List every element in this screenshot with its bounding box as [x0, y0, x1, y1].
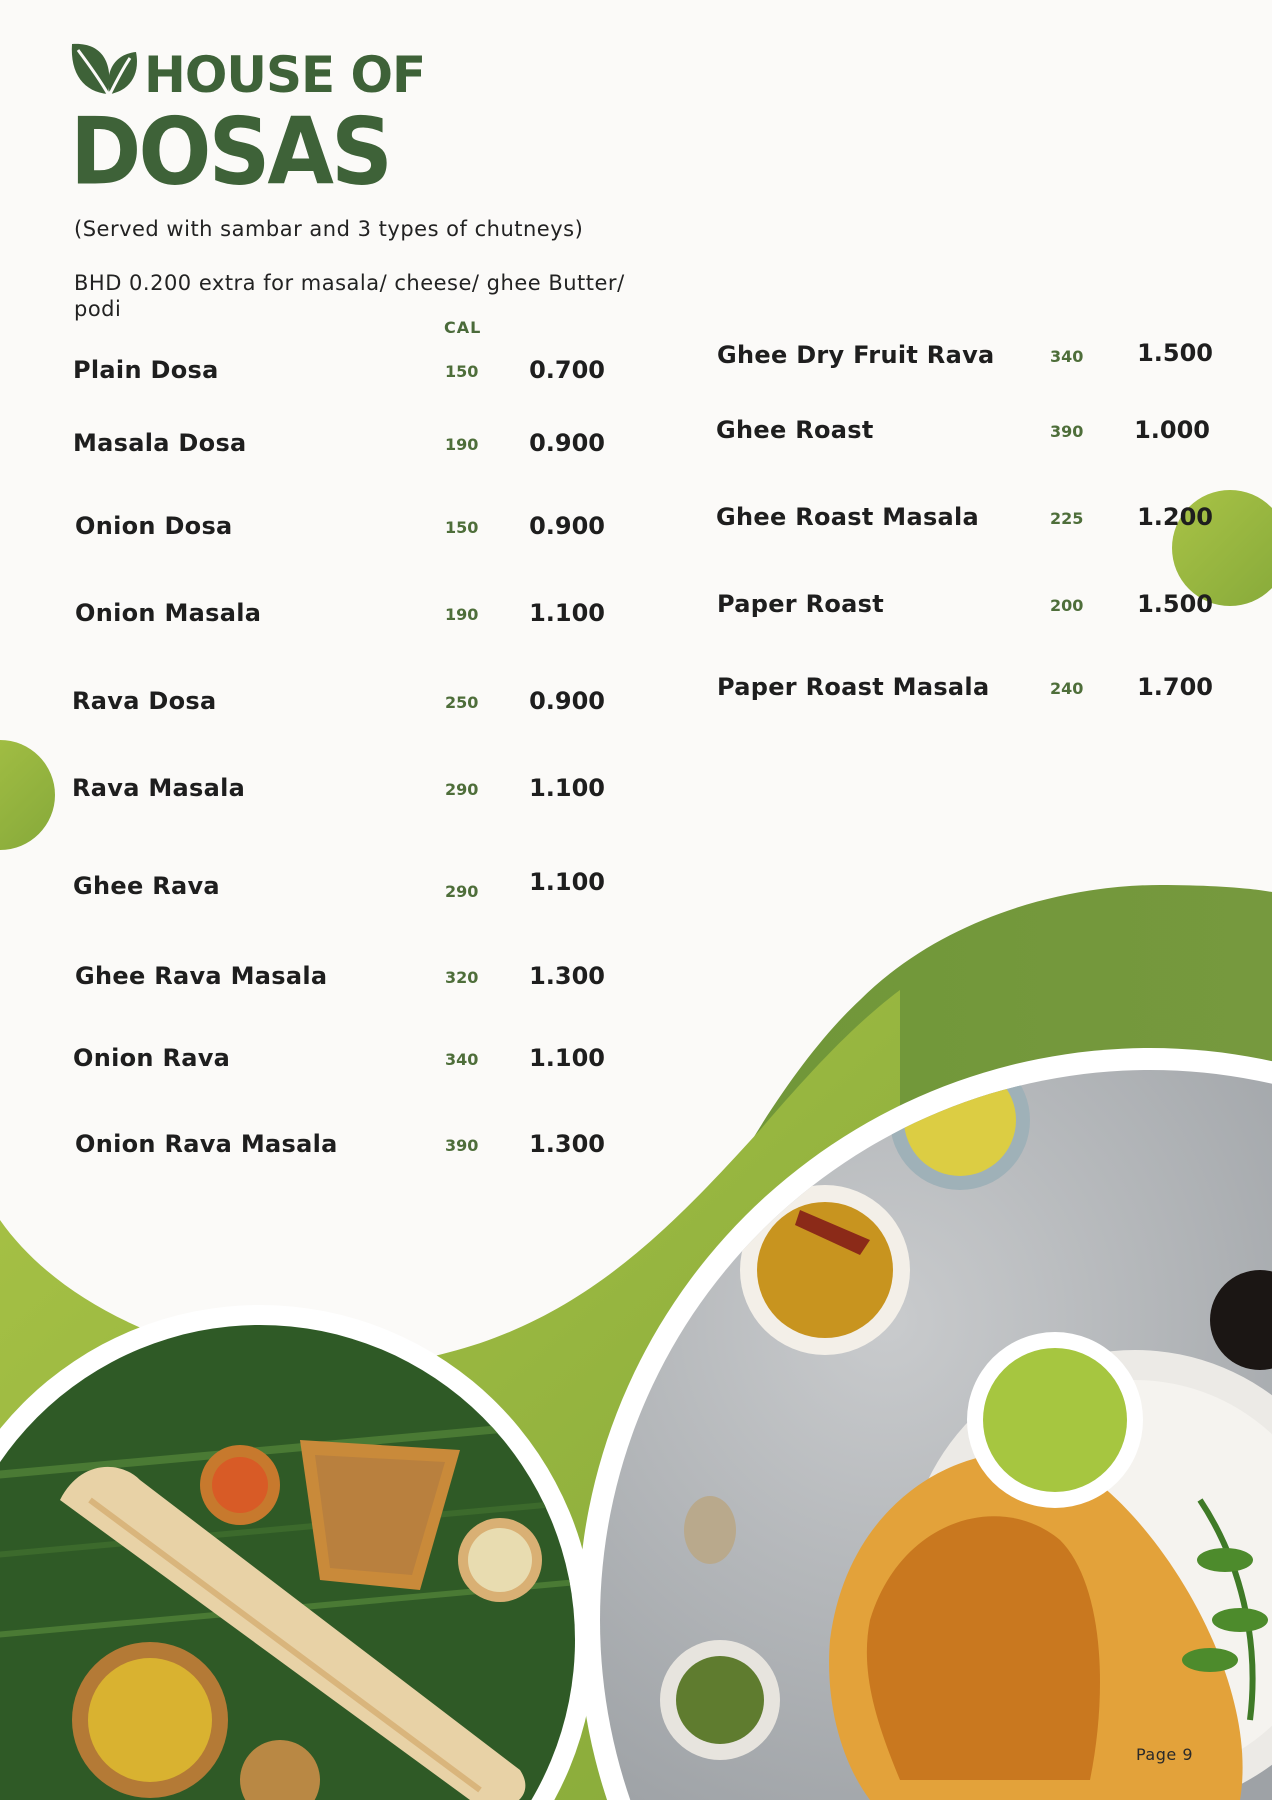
item-name: Ghee Roast Masala: [716, 503, 980, 531]
item-price: 0.700: [529, 356, 605, 384]
item-price: 1.200: [1137, 503, 1213, 531]
item-name: Ghee Dry Fruit Rava: [717, 341, 995, 369]
item-calories: 200: [1050, 596, 1084, 615]
item-price: 1.500: [1137, 590, 1213, 618]
brand-line-2: DOSAS: [70, 98, 390, 206]
item-name: Paper Roast Masala: [717, 673, 990, 701]
item-name: Masala Dosa: [73, 429, 247, 457]
item-name: Onion Dosa: [75, 512, 233, 540]
item-name: Plain Dosa: [73, 356, 219, 384]
item-name: Onion Rava Masala: [75, 1130, 338, 1158]
item-price: 1.100: [529, 1044, 605, 1072]
item-calories: 390: [1050, 422, 1084, 441]
item-price: 0.900: [529, 429, 605, 457]
item-calories: 190: [445, 605, 479, 624]
extra-charge-note: BHD 0.200 extra for masala/ cheese/ ghee Butter/ podi: [74, 271, 625, 321]
calorie-column-header: CAL: [444, 318, 482, 337]
item-price: 1.700: [1137, 673, 1213, 701]
item-calories: 225: [1050, 509, 1084, 528]
item-calories: 340: [445, 1050, 479, 1069]
item-name: Paper Roast: [717, 590, 885, 618]
item-calories: 240: [1050, 679, 1084, 698]
item-calories: 150: [445, 518, 479, 537]
leaf-icon: [70, 40, 138, 98]
item-name: Onion Rava: [73, 1044, 231, 1072]
item-calories: 290: [445, 882, 479, 901]
item-calories: 250: [445, 693, 479, 712]
item-calories: 390: [445, 1136, 479, 1155]
item-price: 1.300: [529, 1130, 605, 1158]
item-calories: 340: [1050, 347, 1084, 366]
item-price: 1.100: [529, 868, 605, 896]
served-with-note: (Served with sambar and 3 types of chutneys): [74, 217, 584, 241]
item-price: 0.900: [529, 512, 605, 540]
item-name: Onion Masala: [75, 599, 262, 627]
item-name: Rava Dosa: [72, 687, 217, 715]
item-calories: 290: [445, 780, 479, 799]
item-calories: 150: [445, 362, 479, 381]
item-price: 1.100: [529, 599, 605, 627]
item-price: 1.000: [1134, 416, 1210, 444]
item-price: 1.100: [529, 774, 605, 802]
item-name: Ghee Roast: [716, 416, 874, 444]
item-price: 0.900: [529, 687, 605, 715]
item-price: 1.300: [529, 962, 605, 990]
brand-line-1: HOUSE OF: [144, 46, 426, 104]
item-name: Ghee Rava Masala: [75, 962, 328, 990]
item-calories: 320: [445, 968, 479, 987]
item-name: Ghee Rava: [73, 872, 220, 900]
item-name: Rava Masala: [72, 774, 246, 802]
item-calories: 190: [445, 435, 479, 454]
page-number: Page 9: [1136, 1745, 1193, 1764]
item-price: 1.500: [1137, 339, 1213, 367]
